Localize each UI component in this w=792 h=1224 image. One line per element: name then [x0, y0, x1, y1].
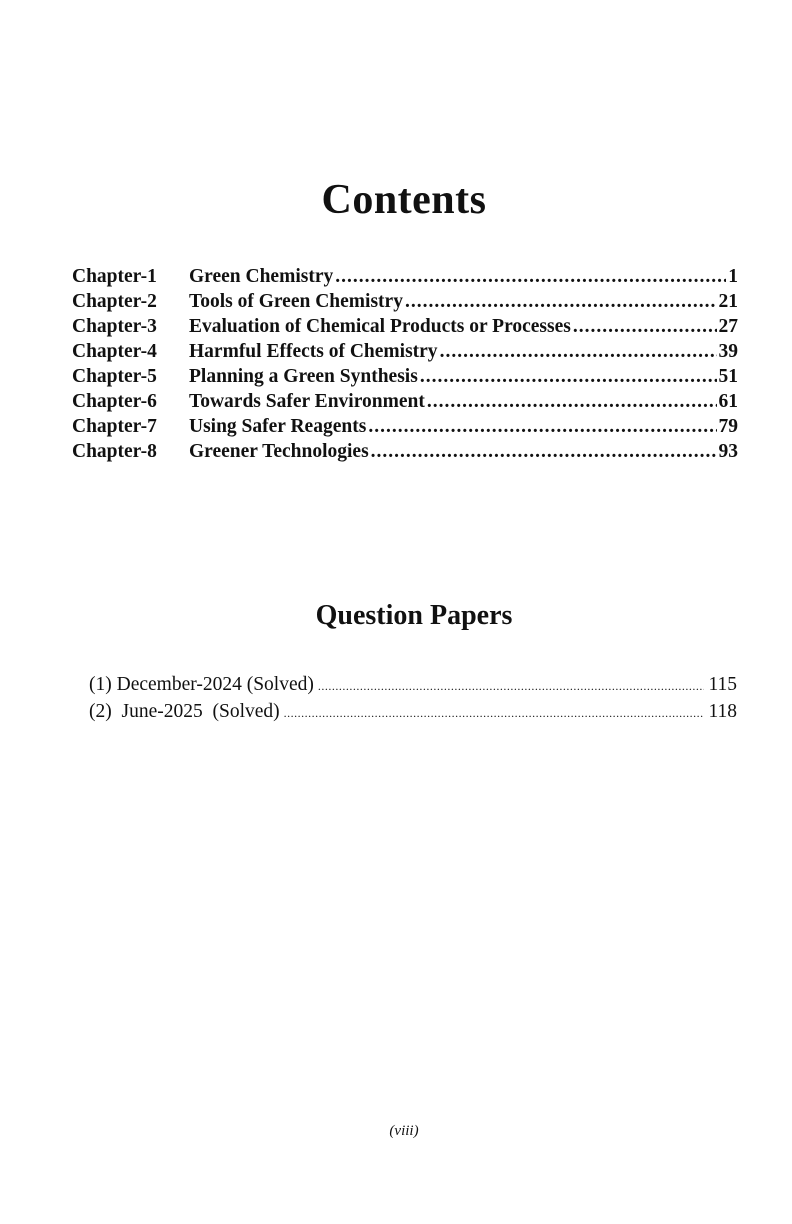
chapter-title: Green Chemistry — [189, 266, 334, 287]
chapter-page: 79 — [718, 416, 738, 437]
chapter-page: 1 — [728, 266, 738, 287]
toc-entry-chapter-2 — [72, 289, 738, 314]
chapter-number: Chapter-7 — [72, 416, 157, 437]
contents-heading: Contents — [321, 177, 487, 223]
question-paper-entry — [89, 672, 737, 699]
chapter-title: Planning a Green Synthesis — [189, 366, 418, 387]
chapter-title: Using Safer Reagents — [189, 416, 367, 437]
page-number-footer: (viii) — [389, 1123, 419, 1139]
dot-leader — [368, 414, 716, 439]
toc-entry-chapter-4 — [72, 339, 738, 364]
chapter-page: 61 — [718, 391, 738, 412]
dot-leader — [573, 314, 717, 339]
toc-entry-chapter-7 — [72, 414, 738, 439]
question-paper-title: (2) June-2025 (Solved) — [89, 701, 280, 722]
question-paper-entry — [89, 699, 737, 726]
chapter-number: Chapter-3 — [72, 316, 157, 337]
toc-entry-chapter-1 — [72, 264, 738, 289]
dot-leader — [420, 364, 717, 389]
dot-leader — [335, 264, 726, 289]
question-paper-page: 115 — [708, 674, 737, 695]
dot-leader — [427, 389, 717, 414]
toc-entry-chapter-5 — [72, 364, 738, 389]
chapter-number: Chapter-4 — [72, 341, 157, 362]
dot-leader — [318, 674, 705, 699]
question-paper-title: (1) December-2024 (Solved) — [89, 674, 314, 695]
chapter-page: 27 — [718, 316, 738, 337]
question-paper-list — [89, 672, 737, 726]
question-papers-heading: Question Papers — [315, 600, 513, 631]
chapter-title: Harmful Effects of Chemistry — [189, 341, 438, 362]
chapter-number: Chapter-8 — [72, 441, 157, 462]
chapter-page: 21 — [718, 291, 738, 312]
chapter-title: Greener Technologies — [189, 441, 369, 462]
chapter-number: Chapter-5 — [72, 366, 157, 387]
chapter-page: 51 — [718, 366, 738, 387]
chapter-title: Towards Safer Environment — [189, 391, 425, 412]
dot-leader — [405, 289, 717, 314]
toc-entry-chapter-3 — [72, 314, 738, 339]
chapter-title: Evaluation of Chemical Products or Processes — [189, 316, 571, 337]
chapter-page: 93 — [718, 441, 738, 462]
chapter-title: Tools of Green Chemistry — [189, 291, 403, 312]
chapter-list — [72, 264, 738, 464]
toc-entry-chapter-8 — [72, 439, 738, 464]
dot-leader — [440, 339, 717, 364]
toc-entry-chapter-6 — [72, 389, 738, 414]
chapter-number: Chapter-6 — [72, 391, 157, 412]
question-paper-page: 118 — [708, 701, 737, 722]
chapter-number: Chapter-1 — [72, 266, 157, 287]
chapter-page: 39 — [718, 341, 738, 362]
dot-leader — [371, 439, 717, 464]
chapter-number: Chapter-2 — [72, 291, 157, 312]
dot-leader — [284, 701, 705, 726]
